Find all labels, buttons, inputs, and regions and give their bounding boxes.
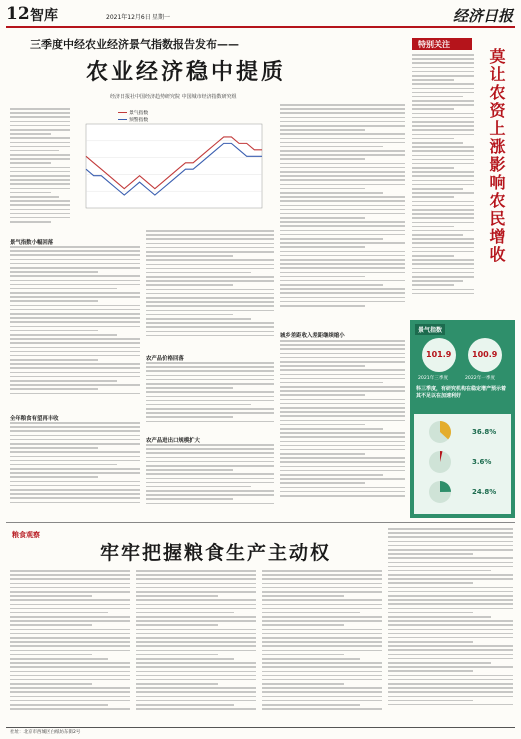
- body-col-1b: [10, 422, 140, 512]
- chart-legend: [118, 110, 148, 124]
- section-name: 智库: [30, 8, 58, 24]
- body-col-3b: [280, 340, 405, 512]
- index-line-chart: [76, 104, 270, 222]
- article2-kicker: 粮食观察: [12, 531, 40, 539]
- subhead-2: 全年粮食有望再丰收: [10, 416, 59, 422]
- pie-label-3: 24.8%: [472, 488, 497, 496]
- label-b: 2022年一季度: [465, 376, 496, 381]
- value-a: 101.9: [426, 350, 452, 359]
- subhead-3: 农产品价格回落: [146, 356, 184, 362]
- body-col-1a: [10, 246, 140, 410]
- issue-date: 2021年12月6日: [106, 14, 151, 21]
- masthead: [6, 4, 515, 26]
- label-a: 2021年三季度: [418, 376, 449, 381]
- masthead-rule: [6, 26, 515, 28]
- body-col-2b: [146, 362, 274, 432]
- infographic-subtitle: 科三季度，有研究机构在稳定增产预示着其不足以在加速利好: [416, 386, 507, 399]
- section-divider: [6, 522, 515, 523]
- article1-byline: 经济日报社中国经济趋势研究院 中国城市经济指数研究组: [110, 94, 237, 100]
- pie-chart: [416, 414, 466, 514]
- legend-item-2: 预警指数: [118, 117, 148, 124]
- subhead-4: 农产品进出口规模扩大: [146, 438, 200, 444]
- pie-label-1: 36.8%: [472, 428, 497, 436]
- article1-kicker: 三季度中经农业经济景气指数报告发布——: [30, 38, 239, 51]
- footer-info: 社址：北京市西城区白纸坊东街2号: [10, 730, 81, 735]
- chart-plot-area: [86, 124, 262, 208]
- body-col-2a: [146, 230, 274, 350]
- issue-weekday: 星期一: [152, 14, 171, 21]
- infographic-tag: 景气指数: [415, 324, 445, 335]
- paper-logo: 经济日报: [452, 7, 513, 25]
- sidebar-vertical-title: 莫让农资上涨影响农民增收: [487, 48, 506, 264]
- legend-item-1: 景气指数: [118, 110, 148, 117]
- body-col-3a: [280, 104, 405, 328]
- article2-col-3: [262, 570, 382, 722]
- page-number: 12: [6, 4, 30, 24]
- footer-rule: [6, 727, 515, 728]
- article1-lead: [10, 108, 70, 235]
- index-chart: [76, 104, 270, 222]
- pie-panel: [414, 414, 511, 514]
- sidebar-heading: 特别关注: [418, 40, 450, 49]
- subhead-5: 城乡差距收入差距继续缩小: [280, 333, 345, 339]
- sidebar-body: [412, 54, 474, 324]
- article2-col-1: [10, 570, 130, 722]
- article2-col-4: [388, 528, 513, 722]
- pie-label-2: 3.6%: [472, 458, 492, 466]
- subhead-1: 景气指数小幅回落: [10, 240, 54, 246]
- pie-slice-3: [440, 481, 451, 492]
- body-col-2c: [146, 444, 274, 512]
- article1-headline: 农业经济稳中提质: [86, 59, 287, 85]
- value-b: 100.9: [472, 350, 498, 359]
- article2-headline: 牢牢把握粮食生产主动权: [100, 542, 332, 564]
- infographic: [410, 320, 515, 518]
- article2-col-2: [136, 570, 256, 722]
